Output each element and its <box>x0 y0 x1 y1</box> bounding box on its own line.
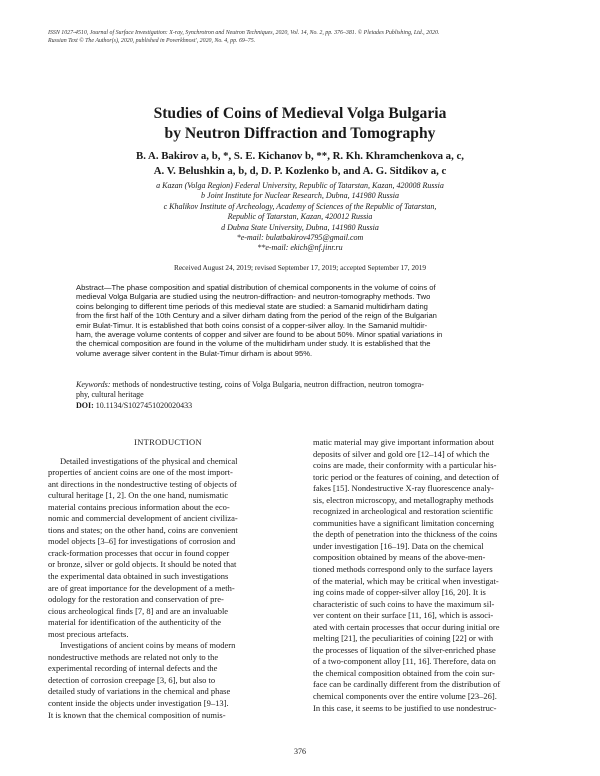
text-line: or bronze, silver or gold objects. It should be noted that <box>48 559 237 570</box>
keywords-line: phy, cultural heritage <box>76 390 144 400</box>
abstract-line: Abstract—The phase composition and spatial distribution of chemical components in the volume of coins of <box>76 283 436 292</box>
text-line: matic material may give important information about <box>313 437 494 447</box>
text-line: communities have a significant limitation concerning <box>313 517 495 528</box>
text-line: ated with certain processes that occur during initial ore <box>313 621 500 632</box>
text-line: composition obtained by means of the above-men- <box>313 552 486 563</box>
text-line: most precious artefacts. <box>48 628 129 639</box>
text-line: the processes of liquation of the silver-enriched phase <box>313 644 496 655</box>
received-dates: Received August 24, 2019; revised September 17, 2019; accepted September 17, 2019 <box>173 263 427 272</box>
text-line: odology for the restoration and conservation of pre- <box>48 594 224 605</box>
right-column <box>313 437 553 714</box>
email-line: *e-mail: bulatbakirov4795@gmail.com <box>236 233 364 243</box>
text-line: coins are made, their conformity with a particular his- <box>313 460 497 471</box>
affiliation-line: b Joint Institute for Nuclear Research, Dubna, 141980 Russia <box>201 191 399 201</box>
affiliation-line: a Kazan (Volga Region) Federal University, Republic of Tatarstan, Kazan, 420008 Russia <box>156 181 444 190</box>
text-line: melting [21], the peculiarities of coining [22] or with <box>313 633 494 644</box>
abstract-line: ham, the average volume contents of copper and silver are found to be about 50%. Minor spatial variations in <box>76 330 443 340</box>
text-line: tioned methods correspond only to the surface layers <box>313 564 493 575</box>
text-line: toric period or the features of coining, and detection of <box>313 471 499 482</box>
text-line: are of great importance for the development of a meth- <box>48 582 235 593</box>
abstract-line: volume average silver content in the Bulat-Timur dirham is about 95%. <box>76 348 313 358</box>
text-line: ant directions in the nondestructive testing of objects of <box>48 478 237 489</box>
text-line: ver content on their surface [11, 16], which is associ- <box>313 610 494 621</box>
text-line: the experimental data obtained in such investigations <box>48 571 229 582</box>
text-line: cultural heritage [1, 2]. On the one hand, numismatic <box>48 490 229 501</box>
affiliations <box>60 181 540 254</box>
text-line: face can be cardinally different from the distribution of <box>313 679 501 690</box>
title-line: Studies of Coins of Medieval Volga Bulgaria <box>153 105 447 122</box>
abstract-line: emir Bulat-Timur. It is established that both coins consist of a copper-silver alloy. In the Samanid multidir- <box>76 320 428 330</box>
text-line: nomic and commercial development of ancient civiliza- <box>48 513 238 524</box>
author-line: B. A. Bakirov a, b, *, S. E. Kichanov b, **, R. Kh. Khramchenkova a, c, <box>136 150 464 162</box>
page-number: 376 <box>294 747 306 756</box>
text-line: model objects [3–6] for investigations of corrosion and <box>48 536 236 547</box>
text-line: It is known that the chemical composition of numis- <box>48 709 226 720</box>
text-line: recognized in archeological and restoration scientific <box>313 506 494 517</box>
text-line: cious archeological finds [7, 8] and are an invaluable <box>48 605 229 616</box>
affiliation-line: Republic of Tatarstan, Kazan, 420012 Russia <box>227 212 373 222</box>
author-line: A. V. Belushkin a, b, d, D. P. Kozlenko b, and A. G. Sitdikov a, c <box>153 165 447 177</box>
text-line: properties of ancient coins are one of the most import- <box>48 467 233 478</box>
left-column <box>48 437 288 721</box>
header-line: Russian Text © The Author(s), 2020, published in Poverkhnost', 2020, No. 4, pp. 69–75. <box>48 38 256 45</box>
text-line: tions and states; on the other hand, coins are convenient <box>48 524 238 535</box>
text-line: experimental recording of internal defects and the <box>48 663 218 674</box>
header-line: ISSN 1027-4510, Journal of Surface Investigation: X-ray, Synchrotron and Neutron Techniques, 2020, Vol. 14, No. 2, pp. 376–381. © Pleiades Publishing, Ltd., 2020. <box>48 30 440 36</box>
email-line: **e-mail: ekich@nf.jinr.ru <box>257 243 343 253</box>
text-line: nondestructive methods are related not only to the <box>48 651 219 662</box>
abstract <box>76 283 521 358</box>
affiliation-line: c Khalikov Institute of Archeology, Academy of Sciences of the Republic of Tatarstan, <box>163 201 437 211</box>
text-line: Investigations of ancient coins by means of modern <box>60 640 236 651</box>
abstract-line: medieval Volga Bulgaria are studied using the neutron-diffraction- and neutron-tomography methods. Two <box>76 292 431 302</box>
text-line: Detailed investigations of the physical and chemical <box>60 455 238 466</box>
text-line: crack-formation processes that occur in found copper <box>48 547 230 558</box>
left-column-text <box>48 456 288 722</box>
title-line: by Neutron Diffraction and Tomography <box>164 125 436 142</box>
text-line: of a two-component alloy [11, 16]. Therefore, data on <box>313 656 496 667</box>
keywords-text: methods of nondestructive testing, coins of Volga Bulgaria, neutron diffraction, neutron tomogra- <box>110 380 424 389</box>
section-heading: INTRODUCTION <box>134 437 202 447</box>
text-line: fakes [15]. Nondestructive X-ray fluorescence analy- <box>313 483 494 494</box>
text-line: content inside the objects under investigation [9–13]. <box>48 698 229 709</box>
text-line: material contains precious information about the eco- <box>48 501 230 512</box>
text-line: chemical components over the entire volume [23–26]. <box>313 691 497 702</box>
text-line: the depth of penetration into the thickness of the coins <box>313 529 498 540</box>
text-line: deposits of silver and gold ore [12–14] of which the <box>313 448 490 459</box>
abstract-line: from the first half of the 10th Century and a silver dirham dating from the period of the reign of the Bulgarian <box>76 311 437 321</box>
journal-header <box>48 29 554 46</box>
abstract-line: coins belonging to different time periods of this medieval state are studied: a Samanid multidirham dating <box>76 301 428 311</box>
text-line: ing coins made of copper-silver alloy [16, 20]. It is <box>313 587 486 598</box>
text-line: detailed study of variations in the chemical and phase <box>48 686 231 697</box>
text-line: In this case, it seems to be justified to use nondestruc- <box>313 702 497 713</box>
keywords-label: Keywords: <box>76 380 111 389</box>
doi-link[interactable]: 10.1134/S1027451020020433 <box>93 400 193 410</box>
text-line: characteristic of such coins to have the maximum sil- <box>313 598 495 609</box>
article-title <box>60 104 540 144</box>
doi-label: DOI: <box>76 400 94 410</box>
keywords-line <box>76 380 521 390</box>
doi-line <box>76 401 521 411</box>
affiliation-line: d Dubna State University, Dubna, 141980 Russia <box>221 222 379 232</box>
abstract-line: the chemical composition are found in the volume of the multidirham under study. It is established that the <box>76 339 431 349</box>
text-line: detection of corrosion creepage [3, 6], but also to <box>48 674 216 685</box>
right-column-text <box>313 437 553 714</box>
text-line: the chemical composition obtained from the coin sur- <box>313 667 495 678</box>
keywords-block <box>76 380 521 411</box>
author-list <box>60 149 540 179</box>
text-line: sis, electron microscopy, and metallography methods <box>313 494 494 505</box>
text-line: under investigation [16–19]. Data on the chemical <box>313 540 484 551</box>
text-line: material for identification of the authenticity of the <box>48 617 222 628</box>
text-line: of the material, which may be critical when investigat- <box>313 575 499 586</box>
